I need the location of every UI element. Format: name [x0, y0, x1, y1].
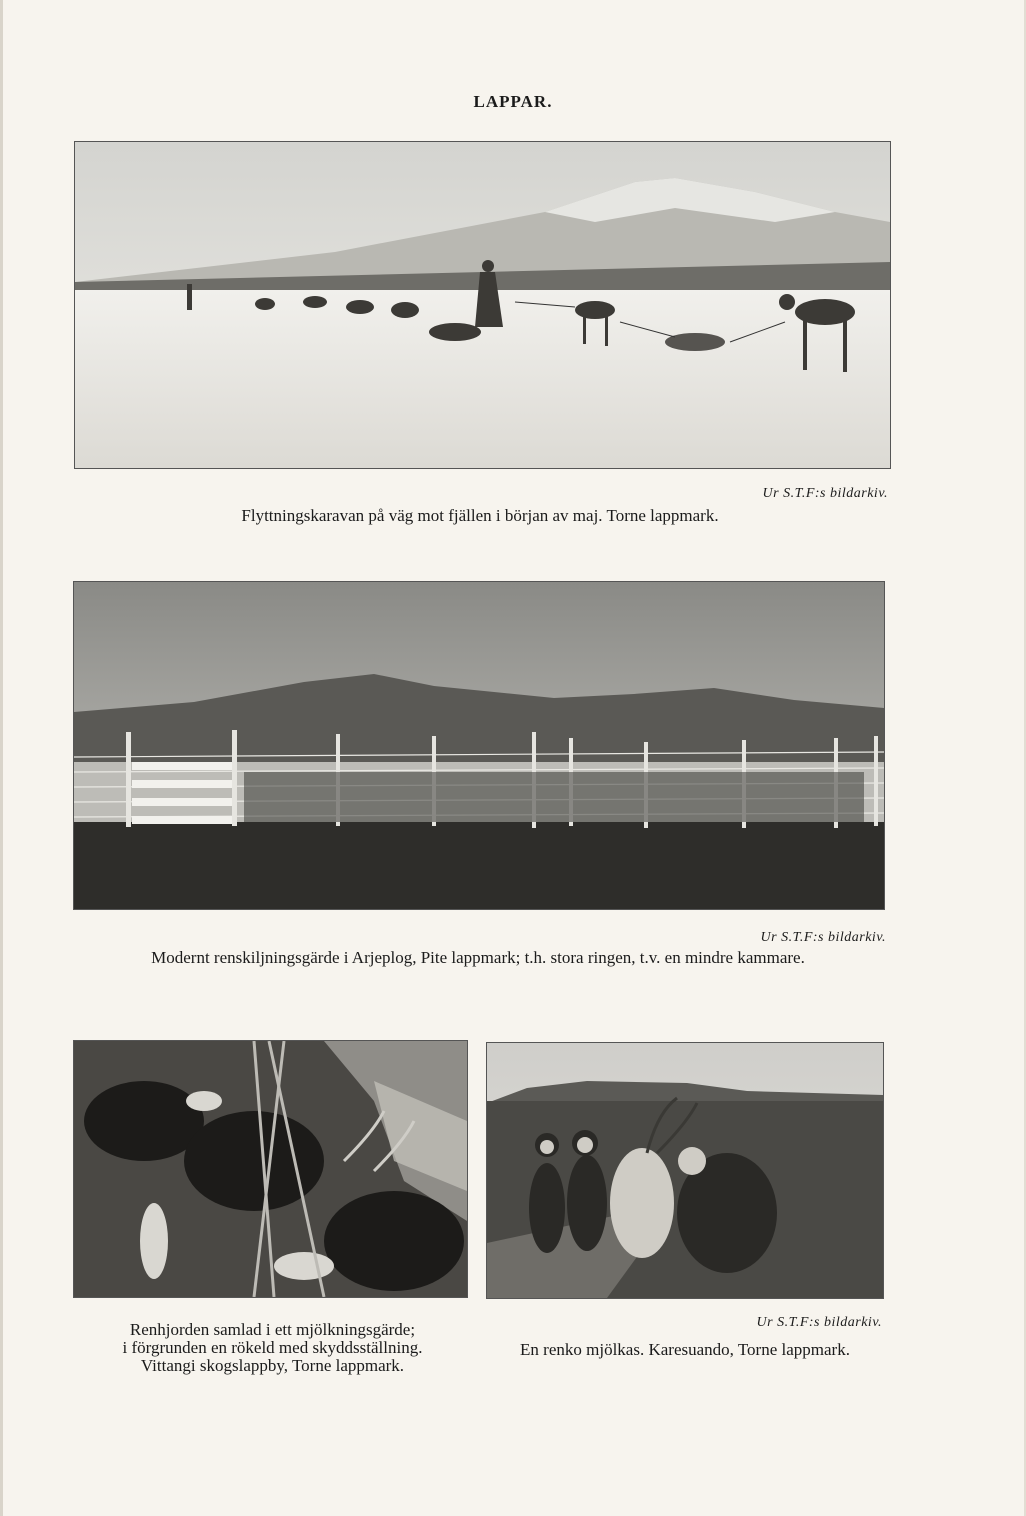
corral-photo: [74, 582, 884, 909]
milking-enclosure-photo: [74, 1041, 467, 1297]
figure-4-caption: En renko mjölkas. Karesuando, Torne lappmark.: [520, 1340, 850, 1359]
figure-1-caption: Flyttningskaravan på väg mot fjällen i början av maj. Torne lappmark.: [241, 506, 719, 525]
figure-4-credit: Ur S.T.F:s bildarkiv.: [756, 1315, 882, 1330]
figure-1-credit: Ur S.T.F:s bildarkiv.: [762, 486, 888, 501]
figure-3-caption-line-2: i förgrunden en rökeld med skyddsställning.: [122, 1338, 423, 1357]
caravan-photo: [75, 142, 890, 468]
figure-2-credit: Ur S.T.F:s bildarkiv.: [760, 930, 886, 945]
figure-3-caption-line-3: Vittangi skogslappby, Torne lappmark.: [140, 1356, 405, 1375]
figure-3-caption-line-1: Renhjorden samlad i ett mjölkningsgärde;: [129, 1320, 416, 1339]
figure-3-caption: [80, 1321, 465, 1375]
page-title: LAPPAR.: [473, 92, 553, 111]
figure-2-caption: Modernt renskiljningsgärde i Arjeplog, Pite lappmark; t.h. stora ringen, t.v. en mindre kammare.: [151, 948, 805, 967]
milking-reindeer-photo: [487, 1043, 883, 1298]
